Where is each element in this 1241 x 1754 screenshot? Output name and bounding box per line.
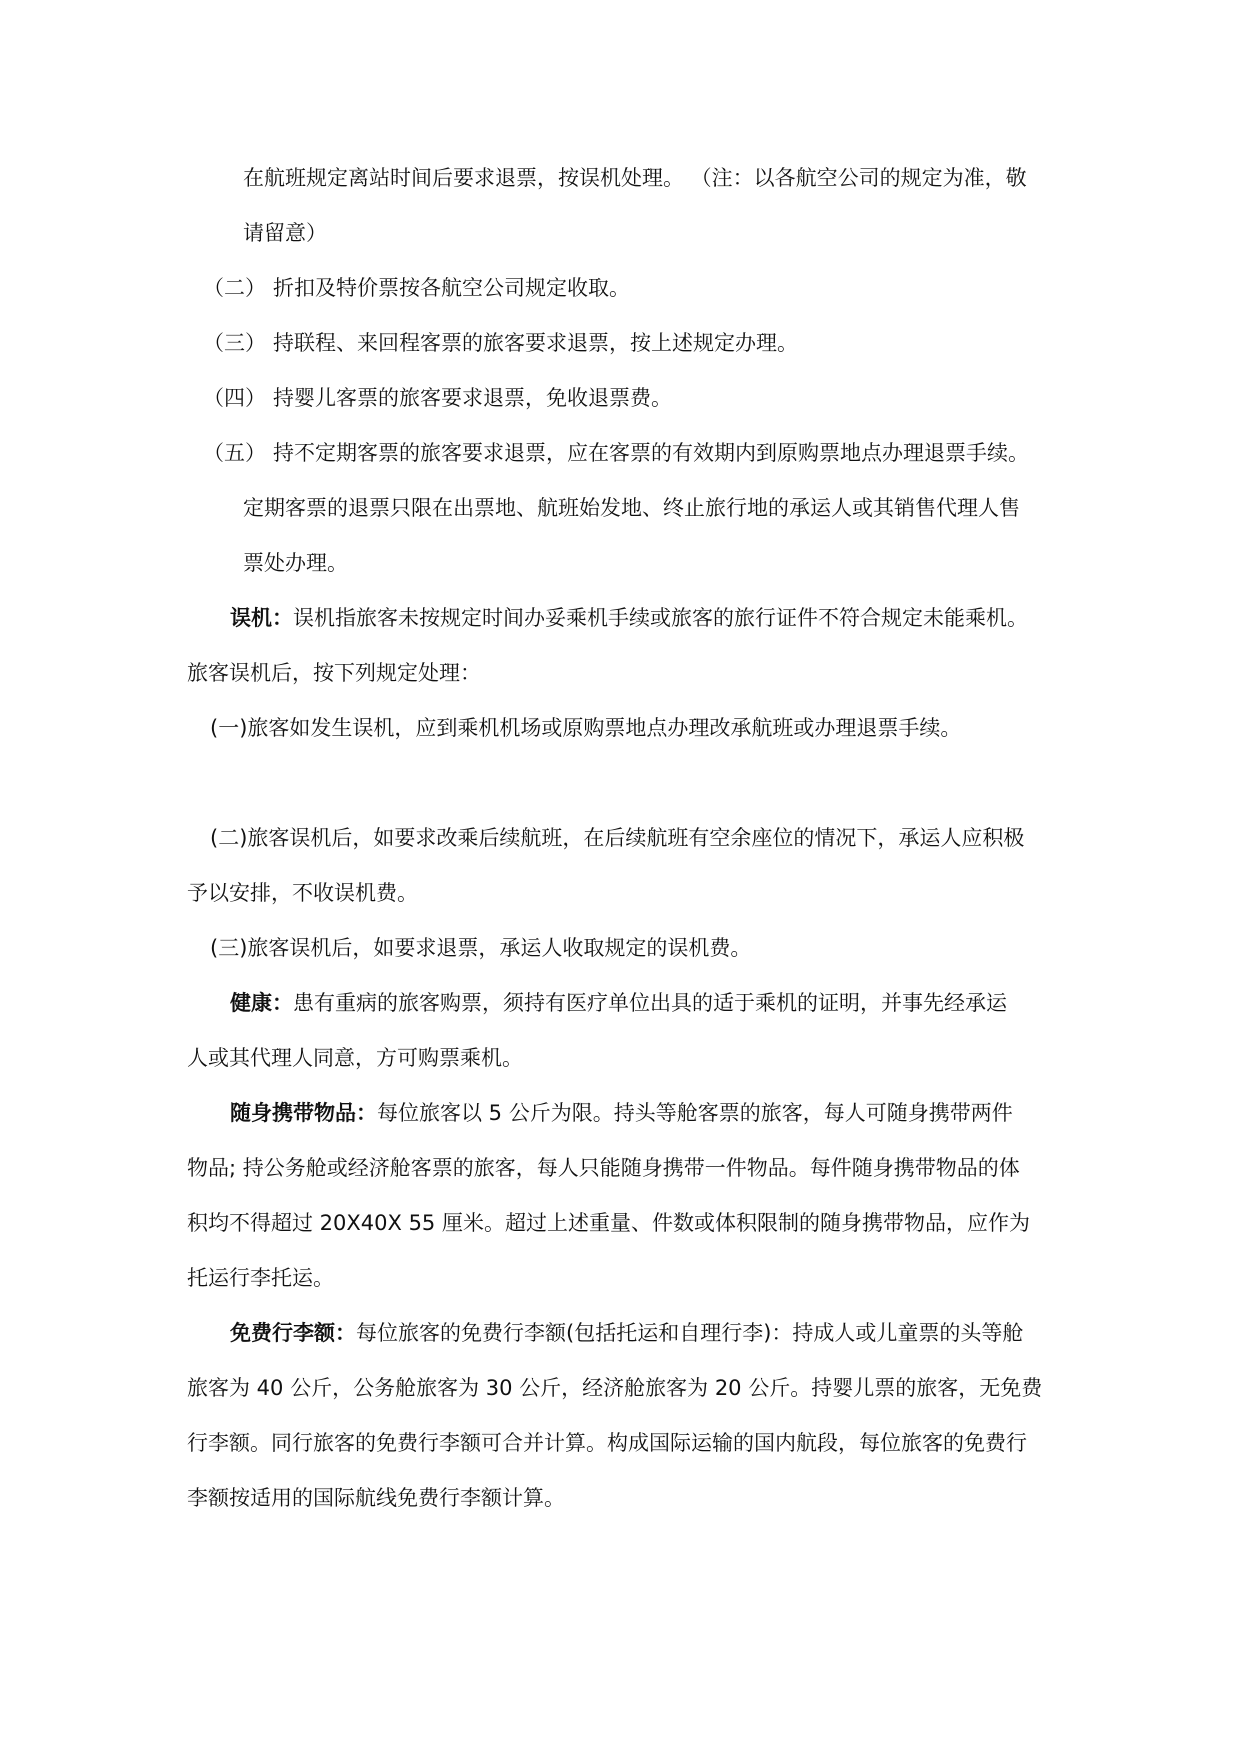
- list-item-text: 折扣及特价票按各航空公司规定收取。: [273, 276, 630, 300]
- refund-continuation-line-1: 在航班规定离站时间后要求退票，按误机处理。 （注：以各航空公司的规定为准，敬: [243, 166, 1027, 190]
- list-marker: （五）: [203, 441, 266, 465]
- health-paragraph-line-2: 人或其代理人同意，方可购票乘机。: [187, 1046, 523, 1070]
- baggage-paragraph-line-4: 李额按适用的国际航线免费行李额计算。: [187, 1486, 565, 1510]
- missed-flight-item-3: (三)旅客误机后，如要求退票，承运人收取规定的误机费。: [210, 936, 752, 960]
- refund-item-5-line-2: 定期客票的退票只限在出票地、航班始发地、终止旅行地的承运人或其销售代理人售: [243, 496, 1020, 520]
- carryon-paragraph-line-4: 托运行李托运。: [187, 1266, 334, 1290]
- list-item-text: 持婴儿客票的旅客要求退票，免收退票费。: [273, 386, 672, 410]
- list-marker: （二）: [203, 276, 266, 300]
- missed-flight-item-2-line-1: (二)旅客误机后，如要求改乘后续航班，在后续航班有空余座位的情况下，承运人应积极: [210, 826, 1025, 850]
- carryon-paragraph-line-3: 积均不得超过 20X40X 55 厘米。超过上述重量、件数或体积限制的随身携带物品，应作为: [187, 1211, 1030, 1235]
- list-marker: （四）: [203, 386, 266, 410]
- list-item-text: 持联程、来回程客票的旅客要求退票，按上述规定办理。: [273, 331, 798, 355]
- missed-flight-heading: 误机：: [230, 606, 293, 630]
- missed-flight-text: 误机指旅客未按规定时间办妥乘机手续或旅客的旅行证件不符合规定未能乘机。: [293, 606, 1028, 630]
- baggage-paragraph-line-1: [230, 1318, 1023, 1348]
- health-heading: 健康：: [230, 991, 293, 1015]
- baggage-text: 每位旅客的免费行李额(包括托运和自理行李)：持成人或儿童票的头等舱: [356, 1321, 1024, 1345]
- list-item-text: 持不定期客票的旅客要求退票，应在客票的有效期内到原购票地点办理退票手续。: [273, 441, 1029, 465]
- carryon-text: 每位旅客以 5 公斤为限。持头等舱客票的旅客，每人可随身携带两件: [377, 1101, 1013, 1125]
- health-paragraph-line-1: [230, 988, 1007, 1018]
- baggage-heading: 免费行李额：: [230, 1321, 356, 1345]
- refund-item-5-line-3: 票处办理。: [243, 551, 348, 575]
- list-marker: （三）: [203, 331, 266, 355]
- carryon-heading: 随身携带物品：: [230, 1101, 377, 1125]
- refund-continuation-line-2: 请留意）: [243, 221, 327, 245]
- health-text: 患有重病的旅客购票，须持有医疗单位出具的适于乘机的证明，并事先经承运: [293, 991, 1007, 1015]
- baggage-paragraph-line-2: 旅客为 40 公斤，公务舱旅客为 30 公斤，经济舱旅客为 20 公斤。持婴儿票的旅客，无免费: [187, 1376, 1043, 1400]
- carryon-paragraph-line-1: [230, 1098, 1013, 1128]
- missed-flight-paragraph-line-2: 旅客误机后，按下列规定处理：: [187, 661, 481, 685]
- missed-flight-item-1: (一)旅客如发生误机，应到乘机机场或原购票地点办理改承航班或办理退票手续。: [210, 716, 962, 740]
- carryon-paragraph-line-2: 物品; 持公务舱或经济舱客票的旅客，每人只能随身携带一件物品。每件随身携带物品的体: [187, 1156, 1020, 1180]
- baggage-paragraph-line-3: 行李额。同行旅客的免费行李额可合并计算。构成国际运输的国内航段，每位旅客的免费行: [187, 1431, 1027, 1455]
- missed-flight-paragraph-line-1: [230, 603, 1028, 633]
- missed-flight-item-2-line-2: 予以安排，不收误机费。: [187, 881, 418, 905]
